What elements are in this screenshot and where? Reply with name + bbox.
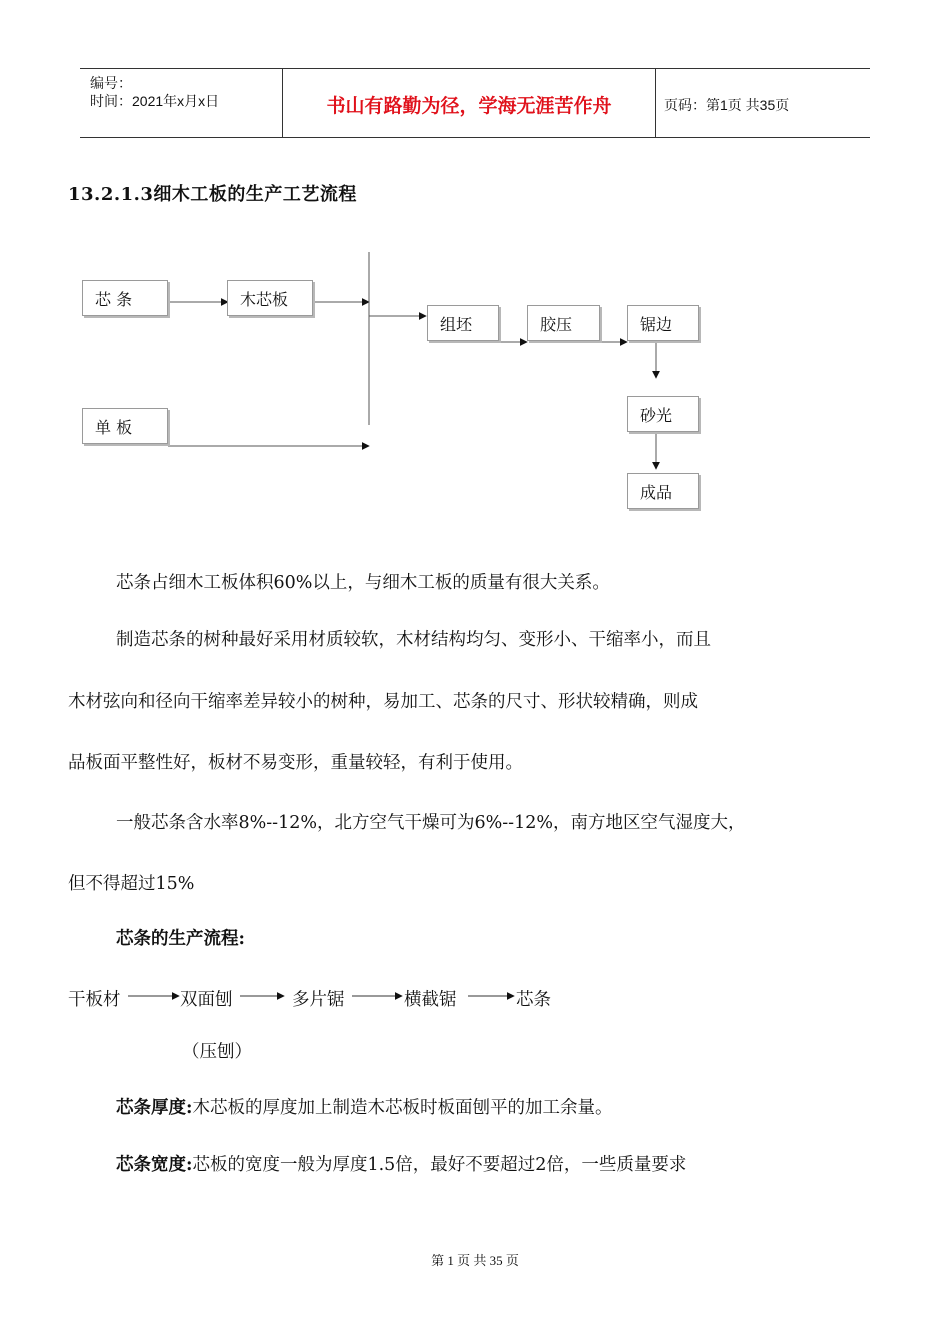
flow-box-sanding — [627, 396, 699, 432]
paragraph-core-volume: 芯条占细木工板体积60%以上，与细木工板的质量有很大关系。 — [116, 573, 610, 593]
width-paragraph — [116, 1157, 886, 1175]
flow-box-core-strip — [82, 280, 168, 316]
number-label: 编号： — [90, 75, 132, 91]
process-step: 双面刨 — [180, 990, 233, 1010]
flow-label: 胶压 — [540, 315, 573, 334]
section-title: 13.2.1.3细木工板的生产工艺流程 — [68, 184, 357, 205]
paragraph-species-line3: 品板面平整性好，板材不易变形，重量较轻，有利于使用。 — [68, 753, 523, 773]
process-step: 横截锯 — [404, 990, 457, 1010]
flow-label: 成品 — [640, 483, 673, 502]
flow-box-gluing — [527, 305, 600, 341]
process-heading: 芯条的生产流程: — [116, 929, 245, 949]
flow-box-product — [627, 473, 699, 509]
time-label: 时间：2021年x月x日 — [90, 93, 220, 109]
process-note: （压刨） — [182, 1042, 252, 1062]
flow-box-assembly — [427, 305, 499, 341]
flow-label: 组坯 — [440, 315, 473, 334]
flow-box-veneer — [82, 408, 168, 444]
page-label: 页码：第1页 共35页 — [664, 97, 790, 113]
process-step: 干板材 — [68, 990, 121, 1010]
process-step: 多片锯 — [292, 990, 345, 1010]
paragraph-moisture-line1: 一般芯条含水率8%--12%，北方空气干燥可为6%--12%，南方地区空气湿度大， — [116, 813, 746, 833]
process-arrows — [68, 986, 588, 1012]
paragraph-species-line2: 木材弦向和径向干缩率差异较小的树种，易加工、芯条的尺寸、形状较精确，则成 — [68, 692, 698, 712]
flow-label: 锯边 — [640, 315, 673, 334]
thickness-label: 芯条厚度: — [116, 1098, 193, 1118]
flow-label: 单 板 — [95, 418, 133, 437]
header-motto: 书山有路勤为径，学海无涯苦作舟 — [326, 95, 612, 117]
thickness-paragraph — [116, 1100, 930, 1118]
page-footer: 第 1 页 共 35 页 — [431, 1253, 519, 1268]
flow-label: 砂光 — [640, 406, 673, 425]
process-step: 芯条 — [516, 990, 551, 1010]
paragraph-species-line1: 制造芯条的树种最好采用材质较软，木材结构均匀、变形小、干缩率小，而且 — [116, 630, 711, 650]
thickness-text: 木芯板的厚度加上制造木芯板时板面刨平的加工余量。 — [192, 1098, 613, 1118]
flow-box-edging — [627, 305, 699, 341]
flow-box-core-board — [227, 280, 313, 316]
flow-label: 芯 条 — [95, 290, 133, 309]
paragraph-moisture-line2: 但不得超过15% — [68, 874, 195, 894]
width-label: 芯条宽度: — [116, 1155, 193, 1175]
flow-label: 木芯板 — [240, 290, 289, 309]
process-chain — [68, 986, 588, 1012]
width-text: 芯板的宽度一般为厚度1.5倍，最好不要超过2倍，一些质量要求 — [192, 1155, 687, 1175]
